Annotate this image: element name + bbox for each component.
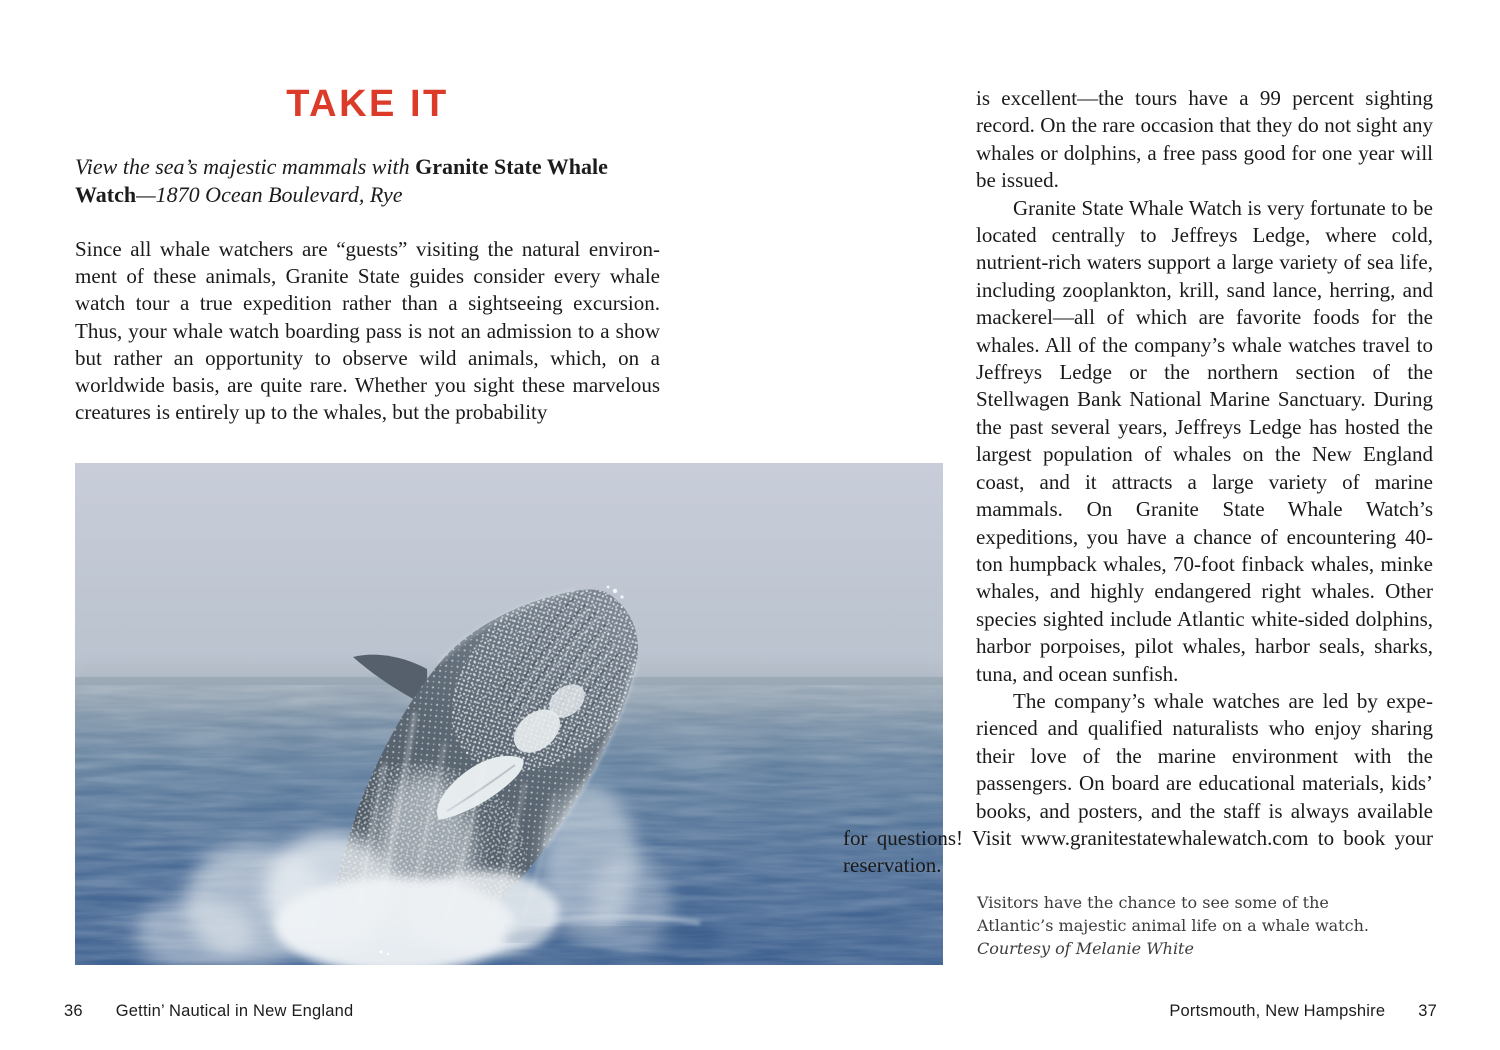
- right-paragraph-3: The company’s whale watches are led by experienced and qualified naturalists who enjoy sharing their love of the marine environment with the passengers. On board are educational materials, kids’ books, and posters, and the staff is always available for questions! Visit www.granitestate​whalewatch.com to book your reservation.: [843, 688, 1433, 878]
- right-paragraph-2: Granite State Whale Watch is very fortunate to be located centrally to Jeffreys Ledge, where cold, nutrient-rich waters support a large variety of sea life, including zooplankton, krill, sand lance, herring, and mackerel—all of which are favorite foods for the whales. All of the company’s whale watches travel to Jeffreys Ledge or the northern section of the Stellwagen Bank National Marine Sanctuary. During the past several years, Jeffreys Ledge has hosted the largest population of whales on the New England coast, and it attracts a large variety of marine mammals. On Granite State Whale Watch’s expeditions, you have a chance of encountering 40-ton humpback whales, 70-foot finback whales, minke whales, and highly endangered right whales. Other species sighted include Atlantic white-sided dolphins, harbor porpoises, pilot whales, harbor seals, sharks, tuna, and ocean sunfish.: [976, 195, 1433, 686]
- left-body-paragraph: Since all whale watchers are “guests” visiting the natural environment of these animals, Granite State guides consider every whale watch tour a true expedition rather than a sightseeing excursion. Thus, your whale watch boarding pass is not an admission to a show but rather an opportunity to observe wild animals, which, on a worldwide basis, are quite rare. Whether you sight these marvelous creatures is entirely up to the whales, but the probability: [75, 237, 660, 425]
- intro-text: [75, 153, 660, 209]
- section-title: TAKE IT: [286, 83, 449, 125]
- intro-address: —1870 Ocean Boulevard, Rye: [136, 182, 403, 207]
- chapter-title: Portsmouth, New Hampshire: [1169, 1002, 1386, 1020]
- whale-photo-graphic: [75, 463, 943, 965]
- caption-line-1: Visitors have the chance to see some of the: [977, 893, 1329, 912]
- footer-right: [1169, 1002, 1437, 1021]
- book-title: Gettin’ Nautical in New England: [115, 1002, 354, 1020]
- intro-business-name: Granite State Whale Watch: [75, 154, 608, 207]
- caption-line-2: Atlantic’s majestic animal life on a whale watch.: [977, 916, 1369, 935]
- footer-left: [64, 1002, 353, 1021]
- left-page-column: [75, 85, 660, 426]
- page-number-left: 36: [64, 1002, 83, 1020]
- caption-credit: Courtesy of Melanie White: [977, 939, 1194, 958]
- page-number-right: 37: [1418, 1002, 1437, 1020]
- intro-lead-in: View the sea’s majestic mammals with: [75, 154, 416, 179]
- right-paragraph-1: is excellent—the tours have a 99 percent sighting record. On the rare occasion that they do not sight any whales or dolphins, a free pass good for one year will be issued.: [976, 86, 1433, 193]
- photo-caption: [977, 891, 1427, 960]
- text-wrap-spacer: [843, 441, 976, 821]
- right-page-column: [843, 85, 1433, 880]
- whale-photo: [75, 463, 943, 965]
